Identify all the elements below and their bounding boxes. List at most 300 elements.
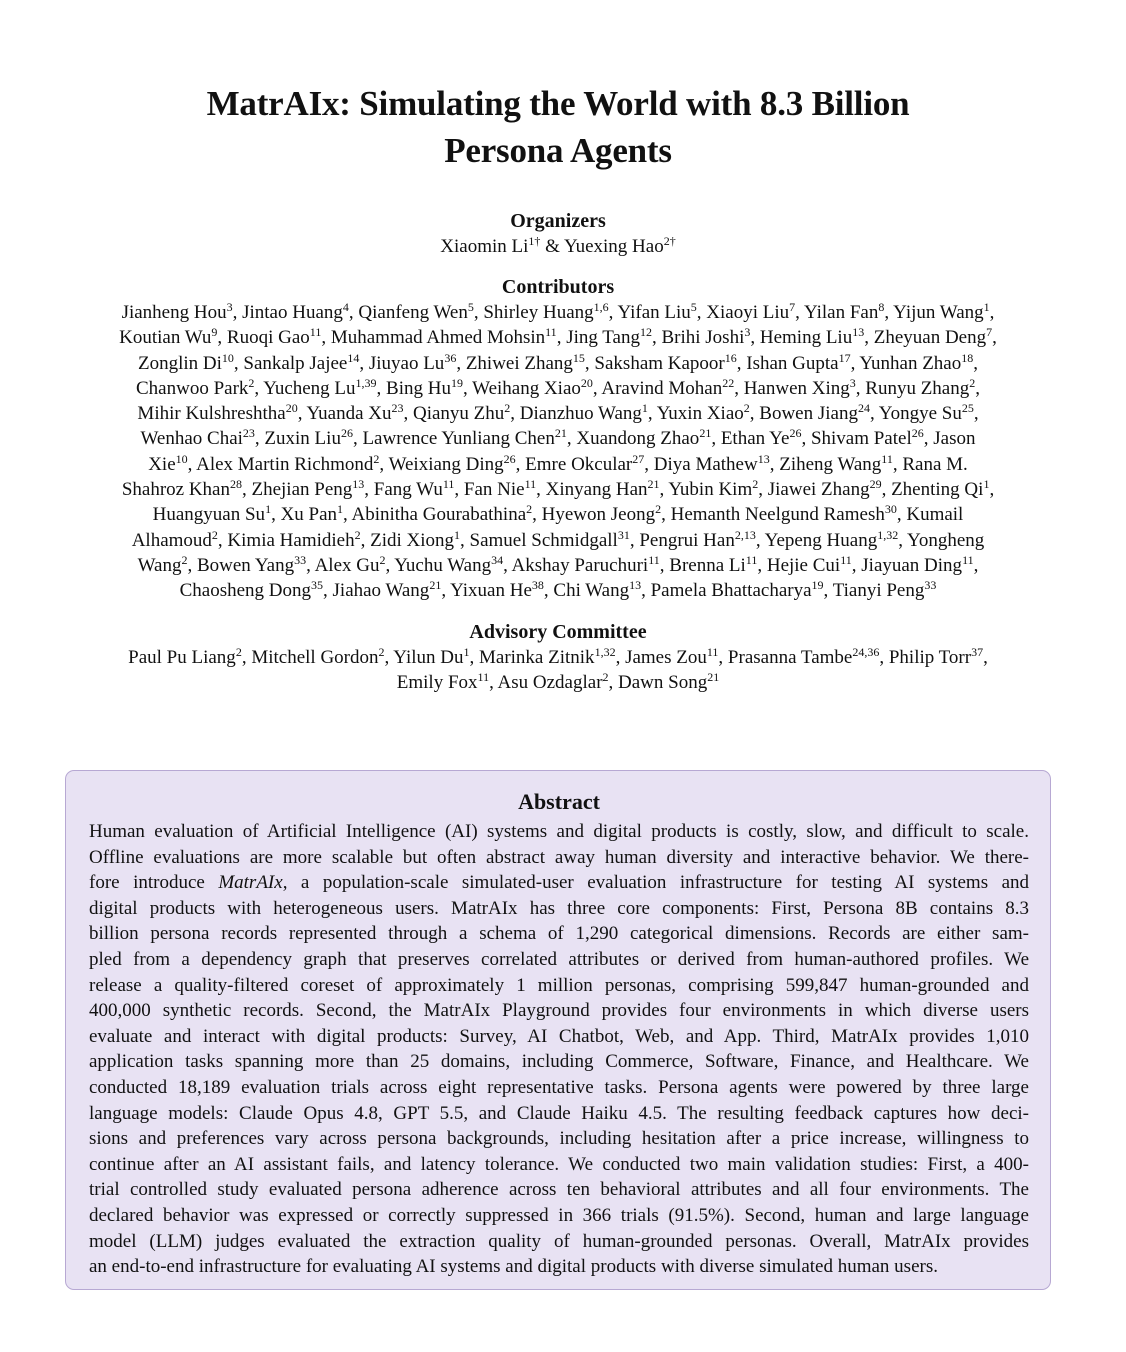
author-affiliation: 5 (467, 300, 474, 314)
paper-title-line-1: MatrAIx: Simulating the World with 8.3 Billion (206, 84, 910, 123)
author-name (766, 552, 852, 576)
author-name-text: Yuanda Xu (306, 403, 392, 425)
author-name (465, 350, 585, 374)
author-name (148, 451, 188, 475)
author-name (370, 527, 461, 551)
organizers-names (58, 234, 1058, 259)
author-affiliation: 2 (181, 552, 188, 567)
author-affiliation: 11 (545, 325, 557, 340)
contributors-heading: Contributors (501, 276, 615, 298)
author-affiliation: 28 (229, 477, 242, 492)
author-affiliation: 2 (235, 645, 242, 659)
advisory-heading: Advisory Committee (469, 621, 647, 643)
author-affiliation: 1† (528, 234, 541, 248)
author-affiliation: 24 (857, 401, 870, 416)
author-name (859, 350, 974, 374)
contributors-names (58, 300, 1058, 604)
author-name-text: Shirley Huang (483, 302, 594, 323)
author-name (706, 302, 795, 323)
author-name (668, 479, 758, 500)
author-name (746, 350, 851, 374)
author-affiliation: 11 (648, 552, 660, 567)
author-name (141, 428, 255, 449)
author-name-text: Huangyuan Su (152, 504, 266, 526)
author-name (153, 504, 271, 525)
author-name (546, 479, 660, 500)
author-affiliation: 11 (706, 645, 719, 659)
author-name (352, 504, 533, 525)
author-name-text: Saksham Kapoor (594, 352, 725, 374)
author-name (669, 552, 758, 576)
author-name-text: Jintao Huang (242, 302, 343, 323)
author-name (128, 647, 242, 668)
author-name-text: Jing Tang (566, 327, 640, 349)
author-name-text: Wenhao Chai (140, 428, 243, 450)
author-affiliation: 1 (983, 477, 990, 492)
name-line: Chaosheng Dong$^{35}$, Jiahao Wang$^{21}$, Yixuan He$^{38}$, Chi Wang$^{13}$, Pamela Bhattacharya$^{19}$, Tianyi Peng$^{33}$ (179, 578, 937, 602)
author-name (388, 451, 516, 475)
author-affiliation: 1 (454, 527, 461, 542)
author-name (397, 672, 489, 693)
contributors-section (58, 274, 1058, 604)
author-name-text: Brihi Joshi (661, 327, 745, 349)
author-name-text: Samuel Schmidgall (469, 529, 618, 551)
author-name-text: Xuandong Zhao (576, 428, 700, 450)
author-name (743, 375, 856, 399)
author-affiliation: 26 (340, 426, 353, 441)
author-name-text: Paul Pu Liang (128, 647, 236, 668)
advisory-section (58, 619, 1058, 696)
author-name (137, 552, 188, 576)
author-name (386, 375, 463, 399)
author-name-text: Mitchell Gordon (251, 647, 379, 668)
author-affiliation: 13 (629, 578, 642, 593)
author-affiliation: 19 (450, 375, 463, 390)
author-name-text: Hejie Cui (766, 554, 841, 576)
author-affiliation: 36 (444, 350, 457, 365)
author-name-text: Yijun Wang (893, 302, 984, 323)
author-affiliation: 3 (226, 300, 233, 314)
abstract-line: conducted 18,189 evaluation trials across eight representative tasks. Persona agents were powered by three large (89, 1076, 1029, 1098)
author-name (671, 504, 897, 525)
author-name (779, 451, 893, 475)
author-affiliation: 11 (745, 552, 758, 567)
author-name (861, 552, 974, 576)
author-name-text: Yepeng Huang (764, 529, 878, 551)
author-name-text: Bing Hu (386, 377, 451, 399)
author-name (768, 479, 882, 500)
author-affiliation: 22 (722, 375, 735, 390)
author-affiliation: 16 (724, 350, 737, 365)
author-affiliation: 33 (294, 552, 307, 567)
author-affiliation: 21 (554, 426, 567, 441)
author-affiliation: 21 (429, 578, 442, 593)
author-name-text: Jiayuan Ding (861, 554, 963, 576)
author-affiliation: 2† (663, 234, 676, 248)
author-name-text: Xiaoyi Liu (706, 302, 790, 323)
author-name (374, 479, 455, 500)
author-name (498, 672, 609, 693)
author-name (653, 451, 770, 475)
author-name-text: Diya Mathew (653, 453, 758, 475)
author-name-text: Alex Gu (314, 554, 380, 576)
author-name-text: Emre Okcular (525, 453, 633, 475)
author-name (576, 428, 711, 449)
author-name-text: Ziheng Wang (779, 453, 882, 475)
author-name (893, 302, 989, 323)
author-affiliation: 20 (580, 375, 593, 390)
author-affiliation: 30 (884, 502, 897, 517)
author-name (368, 350, 457, 374)
author-name-text: Zuxin Liu (264, 428, 341, 450)
abstract-line: Human evaluation of Artificial Intelligence (AI) systems and digital products is costly, slow, and difficult to scale. (89, 821, 1029, 842)
author-name-text: Wang (137, 554, 182, 576)
organizers-heading: Organizers (510, 210, 606, 232)
author-name-text: James Zou (625, 647, 707, 668)
author-name (639, 527, 756, 551)
abstract-line: trial controlled study evaluated persona adherence across ten behavioral attributes and all four environments. The (89, 1179, 1029, 1201)
author-name (891, 479, 989, 500)
abstract-heading: Abstract (518, 789, 600, 814)
name-line: Chanwoo Park$^2$, Yucheng Lu$^{1,39}$, Bing Hu$^{19}$, Weihang Xiao$^{20}$, Aravind Mohan$^{22}$, Hanwen Xing$^3$, Runyu Zhang$^2$, (136, 375, 980, 399)
author-affiliation: 5 (690, 300, 697, 314)
name-line: Koutian Wu$^9$, Ruoqi Gao$^{11}$, Muhammad Ahmed Mohsin$^{11}$, Jing Tang$^{12}$, Brihi Joshi$^3$, Heming Liu$^{13}$, Zheyuan Deng$^7$, (119, 325, 997, 349)
name-line: Jianheng Hou$^3$, Jintao Huang$^4$, Qianfeng Wen$^5$, Shirley Huang$^{1,6}$, Yifan Liu$^5$, Xiaoyi Liu$^7$, Yilan Fan$^8$, Yijun Wang$^1$, (121, 300, 995, 323)
author-name-text: Fang Wu (373, 479, 443, 501)
name-line: Paul Pu Liang$^2$, Mitchell Gordon$^2$, Yilun Du$^1$, Marinka Zitnik$^{1,32}$, James Zou$^{11}$, Prasanna Tambe$^{24,36}$, Philip Torr$^{37}$, (128, 645, 988, 668)
author-name-text: Chanwoo Park (136, 377, 249, 399)
author-name (413, 403, 510, 424)
author-joiner: & (540, 236, 564, 257)
author-affiliation: 21 (647, 477, 660, 492)
author-name (759, 403, 870, 424)
author-affiliation: 20 (285, 401, 298, 416)
author-name-text: Runyu Zhang (865, 377, 970, 399)
author-name-text: Rana M. (902, 453, 968, 475)
author-name-text: Qianfeng Wen (358, 302, 468, 323)
author-name-text: Heming Liu (759, 327, 853, 349)
author-affiliation: 2 (752, 477, 759, 492)
author-name (450, 580, 544, 601)
author-name-text: Yilun Du (393, 647, 464, 668)
author-name-text: Philip Torr (888, 647, 972, 668)
author-affiliation: 25 (961, 401, 974, 416)
author-name-text: Zhejian Peng (251, 479, 353, 501)
author-affiliation: 2 (373, 451, 380, 466)
author-name (760, 327, 864, 348)
organizers-section (58, 208, 1058, 259)
author-name (119, 327, 217, 348)
author-affiliation: 29 (869, 477, 882, 492)
author-name-text: Jiuyao Lu (368, 352, 445, 374)
author-affiliation: 35 (311, 578, 324, 593)
name-line: Emily Fox$^{11}$, Asu Ozdaglar$^2$, Dawn Song$^{21}$ (396, 670, 720, 694)
abstract-line: billion persona records represented through a schema of 1,290 categorical dimensions. Records are either sam- (89, 923, 1029, 945)
author-name (180, 580, 323, 601)
author-name-text: Ruoqi Gao (226, 327, 310, 349)
author-affiliation: 2 (378, 645, 385, 659)
author-name-text: Zonglin Di (137, 352, 222, 374)
name-line: Mihir Kulshreshtha$^{20}$, Yuanda Xu$^{23}$, Qianyu Zhu$^2$, Dianzhuo Wang$^1$, Yuxin Xiao$^2$, Bowen Jiang$^{24}$, Yongye Su$^{25}$, (137, 401, 979, 425)
author-name-text: Hyewon Jeong (541, 504, 656, 526)
author-name-text: Weixiang Ding (388, 453, 504, 475)
author-affiliation: 11 (442, 477, 455, 492)
author-affiliation: 34 (491, 552, 504, 567)
author-name-text: Zheyuan Deng (873, 327, 987, 349)
author-affiliation: 1 (641, 401, 648, 416)
author-name-text: Xu Pan (280, 504, 338, 526)
author-affiliation: 23 (391, 401, 404, 416)
author-affiliation: 19 (811, 578, 824, 593)
author-affiliation: 2 (743, 401, 750, 416)
author-name-text: Yifan Liu (617, 302, 691, 323)
abstract-line: pled from a dependency graph that preserves correlated attributes or derived from human-authored profiles. We (89, 948, 1029, 970)
author-name-text: Lawrence Yunliang Chen (362, 428, 555, 450)
author-name-text: Mihir Kulshreshtha (137, 403, 286, 425)
author-affiliation: 11 (477, 670, 490, 685)
abstract-line: application tasks spanning more than 25 domains, including Commerce, Software, Finance, and Healthcare. We (89, 1051, 1029, 1073)
author-name (874, 327, 992, 348)
author-affiliation: 11 (881, 451, 893, 466)
author-name (137, 350, 234, 374)
abstract-line: Offline evaluations are more scalable but often abstract away human diversity and interactive behavior. We there- (89, 846, 1029, 868)
author-name (617, 302, 696, 323)
author-affiliation: 2 (211, 527, 218, 542)
author-name-text: Jason (933, 428, 976, 450)
abstract-line: continue after an AI assistant fails, and latency tolerance. We conducted two main validation studies: First, a 400- (89, 1153, 1029, 1175)
author-affiliation: 9 (211, 325, 218, 340)
author-affiliation: 3 (849, 375, 856, 390)
author-affiliation: 11 (840, 552, 852, 567)
author-affiliation: 1,32 (877, 527, 899, 542)
author-affiliation: 7 (789, 300, 796, 314)
author-name-text: Weihang Xiao (472, 377, 581, 399)
author-affiliation: 13 (352, 477, 365, 492)
author-name-text: Shahroz Khan (121, 479, 230, 501)
author-name-text: Yubin Kim (668, 479, 753, 501)
author-name (251, 479, 364, 500)
author-affiliation: 1 (265, 502, 272, 517)
paper-title (60, 80, 1056, 174)
author-name (907, 530, 984, 551)
author-name-text: Asu Ozdaglar (497, 672, 603, 694)
author-name (264, 428, 353, 449)
author-name-text: Chaosheng Dong (179, 580, 312, 602)
author-name (511, 552, 660, 576)
author-affiliation: 1,6 (593, 300, 609, 314)
author-name-text: Fan Nie (463, 479, 525, 501)
author-name-text: Emily Fox (396, 672, 478, 694)
author-name (902, 454, 967, 475)
author-name (242, 302, 349, 323)
author-name-text: Aravind Mohan (601, 377, 723, 399)
author-name-text: Alhamoud (131, 529, 212, 551)
author-name-text: Sankalp Jajee (243, 352, 348, 374)
author-name (601, 375, 735, 399)
author-name-text: Alex Martin Richmond (196, 453, 374, 475)
name-line: Xie$^{10}$, Alex Martin Richmond$^2$, Weixiang Ding$^{26}$, Emre Okcular$^{27}$, Diya Mathew$^{13}$, Ziheng Wang$^{11}$, Rana M. (148, 451, 968, 475)
author-affiliation: 38 (531, 578, 544, 593)
name-line: Alhamoud$^2$, Kimia Hamidieh$^2$, Zidi Xiong$^1$, Samuel Schmidgall$^{31}$, Pengrui Han$^{2,13}$, Yepeng Huang$^{1,32}$, Yongheng (131, 527, 985, 551)
author-name (281, 504, 343, 525)
abstract-line: fore introduce MatrAIx, a population-scale simulated-user evaluation infrastructure for testing AI systems and (89, 872, 1029, 894)
author-affiliation: 2 (526, 502, 533, 517)
author-name (314, 552, 386, 576)
author-affiliation: 10 (221, 350, 234, 365)
author-name (625, 647, 718, 668)
author-name (479, 647, 616, 668)
abstract-line: declared behavior was expressed or correctly suppressed in 366 trials (91.5%). Second, human and large language (89, 1204, 1029, 1226)
name-line: Wang$^2$, Bowen Yang$^{33}$, Alex Gu$^2$, Yuchu Wang$^{34}$, Akshay Paruchuri$^{11}$, Brenna Li$^{11}$, Hejie Cui$^{11}$, Jiayuan Ding$^{11}$, (137, 552, 979, 576)
author-name (721, 428, 802, 449)
author-name-text: Kimia Hamidieh (227, 529, 355, 551)
author-name-text: Koutian Wu (119, 327, 212, 349)
author-affiliation: 8 (878, 300, 885, 314)
author-name-text: Jianheng Hou (121, 302, 227, 323)
author-affiliation: 21 (699, 426, 712, 441)
author-affiliation: 24,36 (852, 645, 880, 659)
abstract-body (89, 819, 1029, 1280)
author-name-text: Yuxin Xiao (656, 403, 744, 425)
name-line: Huangyuan Su$^1$, Xu Pan$^1$, Abinitha Gourabathina$^2$, Hyewon Jeong$^2$, Hemanth Neelgund Ramesh$^{30}$, Kumail (152, 502, 964, 526)
author-name (566, 327, 652, 348)
author-affiliation: 26 (503, 451, 516, 466)
author-name (906, 504, 963, 525)
author-name (651, 580, 824, 601)
author-name-text: Bowen Jiang (759, 403, 858, 425)
author-name-text: Yucheng Lu (263, 377, 356, 399)
author-name (227, 327, 321, 348)
author-name (553, 580, 641, 601)
author-name (657, 403, 750, 424)
author-name-text: Chi Wang (553, 580, 630, 602)
author-name (362, 428, 566, 449)
abstract-box (65, 770, 1051, 1290)
author-name (440, 236, 540, 257)
author-name-text: Yilan Fan (803, 302, 879, 323)
author-name (333, 580, 442, 601)
author-affiliation: 11 (962, 552, 974, 567)
author-affiliation: 11 (309, 325, 322, 340)
author-name-text: Ishan Gupta (746, 352, 839, 374)
author-affiliation: 1,32 (594, 645, 616, 659)
author-name (227, 527, 361, 551)
author-affiliation: 12 (639, 325, 652, 340)
author-name (879, 403, 974, 424)
author-name (804, 302, 884, 323)
author-name (196, 451, 380, 475)
abstract-line: model (LLM) judges evaluated the extraction quality of human-grounded personas. Overall, MatrAIx provides (89, 1230, 1029, 1252)
author-affiliation: 1 (463, 645, 470, 659)
author-affiliation: 2,13 (734, 527, 756, 542)
author-affiliation: 3 (744, 325, 751, 340)
author-name-text: Ethan Ye (720, 428, 790, 450)
author-affiliation: 2 (379, 552, 386, 567)
author-name (525, 451, 645, 475)
author-affiliation: 1,39 (355, 375, 377, 390)
abstract-line: digital products with heterogeneous users. MatrAIx has three core components: First, Persona 8B contains 8.3 (89, 897, 1029, 919)
author-affiliation: 17 (838, 350, 851, 365)
author-affiliation: 31 (617, 527, 630, 542)
author-name-text: Pamela Bhattacharya (650, 580, 812, 602)
author-affiliation: 15 (572, 350, 585, 365)
author-name (594, 350, 737, 374)
author-name-text: Prasanna Tambe (727, 647, 853, 668)
author-name-text: Dawn Song (618, 672, 708, 694)
author-name (136, 375, 255, 399)
name-line: Shahroz Khan$^{28}$, Zhejian Peng$^{13}$, Fang Wu$^{11}$, Fan Nie$^{11}$, Xinyang Han$^{21}$, Yubin Kim$^2$, Jiawei Zhang$^{29}$, Zhenting Qi$^1$, (121, 477, 995, 501)
abstract-line: language models: Claude Opus 4.8, GPT 5.5, and Claude Haiku 4.5. The resulting feedback captures how deci- (89, 1102, 1029, 1124)
author-name-text: Yunhan Zhao (859, 352, 962, 374)
author-name (472, 375, 593, 399)
author-name-text: Muhammad Ahmed Mohsin (330, 327, 546, 349)
author-affiliation: 2 (655, 502, 662, 517)
author-name (618, 672, 719, 693)
author-affiliation: 2 (504, 401, 511, 416)
author-name (131, 527, 218, 551)
abstract-line: an end-to-end infrastructure for evaluating AI systems and digital products with diverse simulated human users. (89, 1256, 938, 1278)
author-name-text: Zhenting Qi (891, 479, 984, 501)
author-name (764, 527, 899, 551)
author-name (933, 428, 975, 449)
author-name-text: Marinka Zitnik (479, 647, 595, 668)
author-name-text: Yuexing Hao (563, 236, 664, 257)
author-name-text: Kumail (906, 504, 964, 526)
author-affiliation: 26 (789, 426, 802, 441)
author-name-text: Qianyu Zhu (412, 403, 505, 425)
author-affiliation: 21 (707, 670, 720, 685)
author-name (469, 527, 630, 551)
author-name (811, 428, 924, 449)
author-name (137, 403, 297, 424)
abstract-line: evaluate and interact with digital products: Survey, AI Chatbot, Web, and App. Third, MatrAIx provides 1,010 (89, 1025, 1029, 1047)
author-name (483, 302, 608, 323)
author-name-text: Abinitha Gourabathina (351, 504, 527, 526)
author-name-text: Zidi Xiong (370, 529, 455, 551)
author-affiliation: 14 (347, 350, 360, 365)
author-name (122, 479, 242, 500)
author-name-text: Brenna Li (669, 554, 746, 576)
author-name-text: Yongye Su (878, 403, 962, 425)
author-name-text: Bowen Yang (196, 554, 295, 576)
author-name-text: Zhiwei Zhang (465, 352, 573, 374)
abstract-emphasis: MatrAIx (218, 872, 283, 894)
author-affiliation: 7 (986, 325, 993, 340)
author-name-text: Akshay Paruchuri (511, 554, 649, 576)
author-name-text: Xinyang Han (545, 479, 648, 501)
author-affiliation: 2 (969, 375, 976, 390)
author-affiliation: 13 (757, 451, 770, 466)
author-affiliation: 10 (175, 451, 188, 466)
author-affiliation: 2 (248, 375, 255, 390)
author-name (307, 403, 404, 424)
author-name (464, 479, 536, 500)
author-name-text: Xie (148, 453, 176, 475)
author-name-text: Shivam Patel (810, 428, 912, 450)
author-name-text: Tianyi Peng (832, 580, 925, 602)
author-affiliation: 13 (852, 325, 865, 340)
author-name-text: Hanwen Xing (743, 377, 850, 399)
author-affiliation: 33 (924, 578, 937, 593)
author-affiliation: 18 (961, 350, 974, 365)
author-name (865, 375, 976, 399)
author-affiliation: 1 (337, 502, 344, 517)
author-affiliation: 1 (983, 300, 990, 314)
author-name-text: Xiaomin Li (440, 236, 529, 257)
author-affiliation: 4 (342, 300, 349, 314)
author-name-text: Yixuan He (450, 580, 532, 602)
author-name (122, 302, 233, 323)
